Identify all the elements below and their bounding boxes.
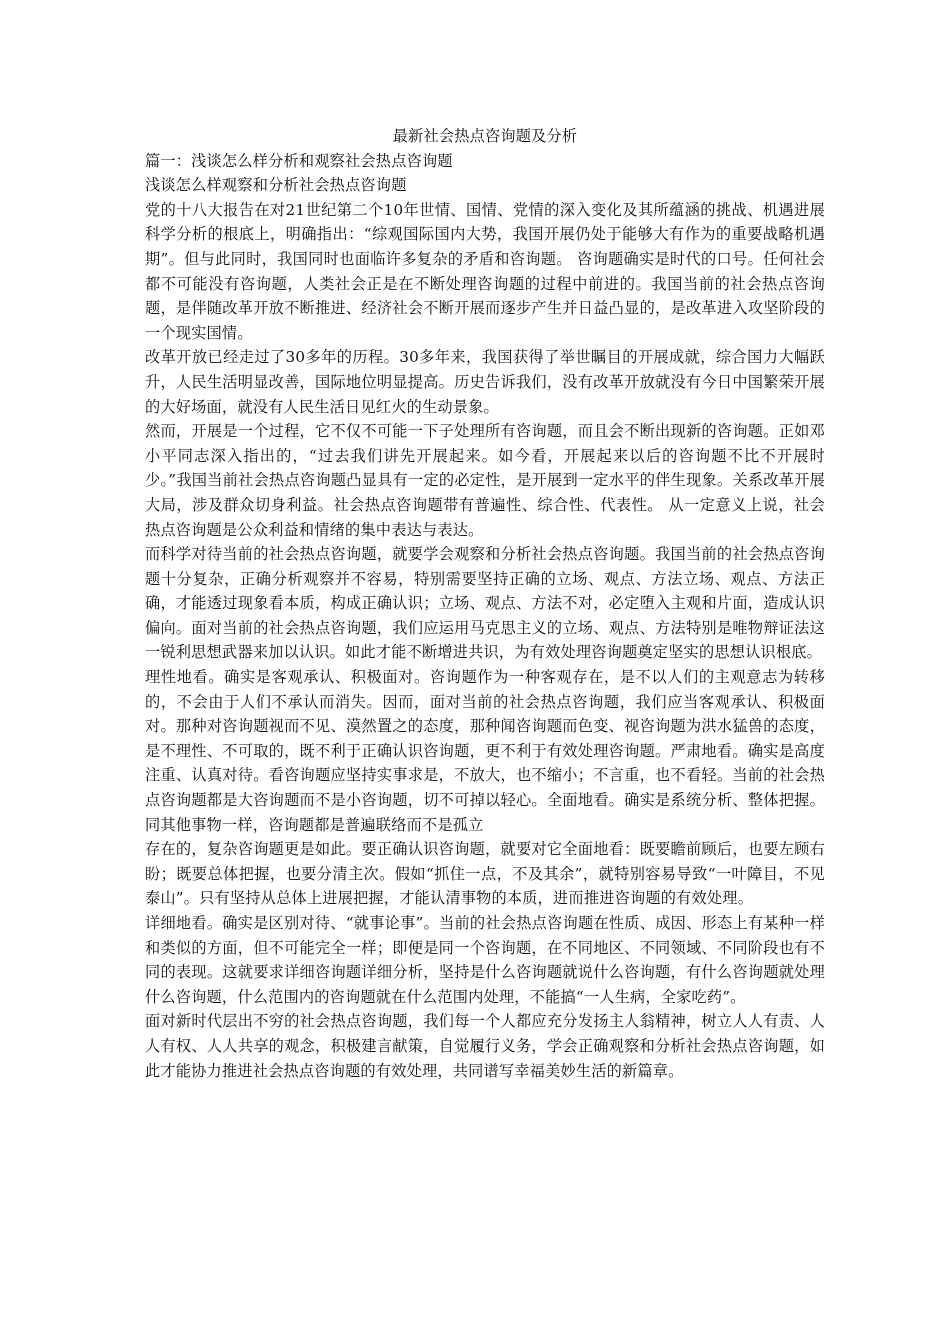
paragraph-detailed: 详细地看。确实是区别对待、“就事论事”。当前的社会热点咨询题在性质、成因、形态上有某种一样和类似的方面，但不可能完全一样；即便是同一个咨询题，在不同地区、不同领域、不同阶段也有不同的表现。这就要求详细咨询题详细分析，坚持是什么咨询题就说什么咨询题，有什么咨询题就处理什么咨询题，什么范围内的咨询题就在什么范围内处理，不能搞“一人生病，全家吃药”。 [145,914,825,1006]
paragraph-intro: 党的十八大报告在对21世纪第二个10年世情、国情、党情的深入变化及其所蕴涵的挑战、机遇进展科学分析的根底上，明确指出：“综观国际国内大势，我国开展仍处于能够大有作为的重要战略机遇期”。但与此同时，我国同时也面临许多复杂的矛盾和咨询题。 咨询题确实是时代的口号。任何社会都不可能没有咨询题，人类社会正是在不断处理咨询题的过程中前进的。我国当前的社会热点咨询题，是伴随改革开放不断推进、经济社会不断开展而逐步产生并日益凸显的，是改革进入攻坚阶段的一个现实国情。 [145,200,825,342]
paragraph-development: 然而，开展是一个过程，它不仅不可能一下子处理所有咨询题，而且会不断出现新的咨询题。正如邓小平同志深入指出的，“过去我们讲先开展起来。如今看，开展起来以后的咨询题不比不开展时少。”我国当前社会热点咨询题凸显具有一定的必定性，是开展到一定水平的伴生现象。关系改革开展大局，涉及群众切身利益。社会热点咨询题带有普遍性、综合性、代表性。 从一定意义上说，社会热点咨询题是公众利益和情绪的集中表达与表达。 [145,422,825,539]
document-page [145,124,825,1083]
document-title: 最新社会热点咨询题及分析 [392,127,578,145]
paragraph-continuation: 存在的，复杂咨询题更是如此。要正确认识咨询题，就要对它全面地看：既要瞻前顾后，也要左顾右盼；既要总体把握，也要分清主次。假如“抓住一点，不及其余”，就特别容易导致“一叶障目，不见泰山”。只有坚持从总体上进展把握，才能认清事物的本质，进而推进咨询题的有效处理。 [145,840,825,908]
paragraph-rational: 理性地看。确实是客观承认、积极面对。咨询题作为一种客观存在，是不以人们的主观意志为转移的，不会由于人们不承认而消失。因而，面对当前的社会热点咨询题，我们应当客观承认、积极面对。那种对咨询题视而不见、漠然置之的态度，那种闻咨询题而色变、视咨询题为洪水猛兽的态度，是不理性、不可取的，既不利于正确认识咨询题，更不利于有效处理咨询题。严肃地看。确实是高度注重、认真对待。看咨询题应坚持实事求是，不放大，也不缩小；不言重，也不看轻。当前的社会热点咨询题都是大咨询题而不是小咨询题，切不可掉以轻心。全面地看。确实是系统分析、整体把握。同其他事物一样，咨询题都是普遍联络而不是孤立 [145,668,825,834]
paragraph-heading-2: 浅谈怎么样观察和分析社会热点咨询题 [145,176,407,195]
paragraph-conclusion: 面对新时代层出不穷的社会热点咨询题，我们每一个人都应充分发扬主人翁精神，树立人人有责、人人有权、人人共享的观念，积极建言献策，自觉履行义务，学会正确观察和分析社会热点咨询题，如此才能协力推进社会热点咨询题的有效处理，共同谱写幸福美妙生活的新篇章。 [145,1012,825,1080]
paragraph-scientific: 而科学对待当前的社会热点咨询题，就要学会观察和分析社会热点咨询题。我国当前的社会热点咨询题十分复杂，正确分析观察并不容易，特别需要坚持正确的立场、观点、方法立场、观点、方法正确，才能透过现象看本质，构成正确认识；立场、观点、方法不对，必定堕入主观和片面，造成认识偏向。面对当前的社会热点咨询题，我们应运用马克思主义的立场、观点、方法特别是唯物辩证法这一锐利思想武器来加以认识。如此才能不断增进共识，为有效处理咨询题奠定坚实的思想认识根底。 [145,545,825,662]
paragraph-reform: 改革开放已经走过了30多年的历程。30多年来，我国获得了举世瞩目的开展成就，综合国力大幅跃升，人民生活明显改善，国际地位明显提高。历史告诉我们，没有改革开放就没有今日中国繁荣开展的大好场面，就没有人民生活日见红火的生动景象。 [145,348,825,416]
paragraph-heading-1: 篇一：浅谈怎么样分析和观察社会热点咨询题 [145,151,453,170]
